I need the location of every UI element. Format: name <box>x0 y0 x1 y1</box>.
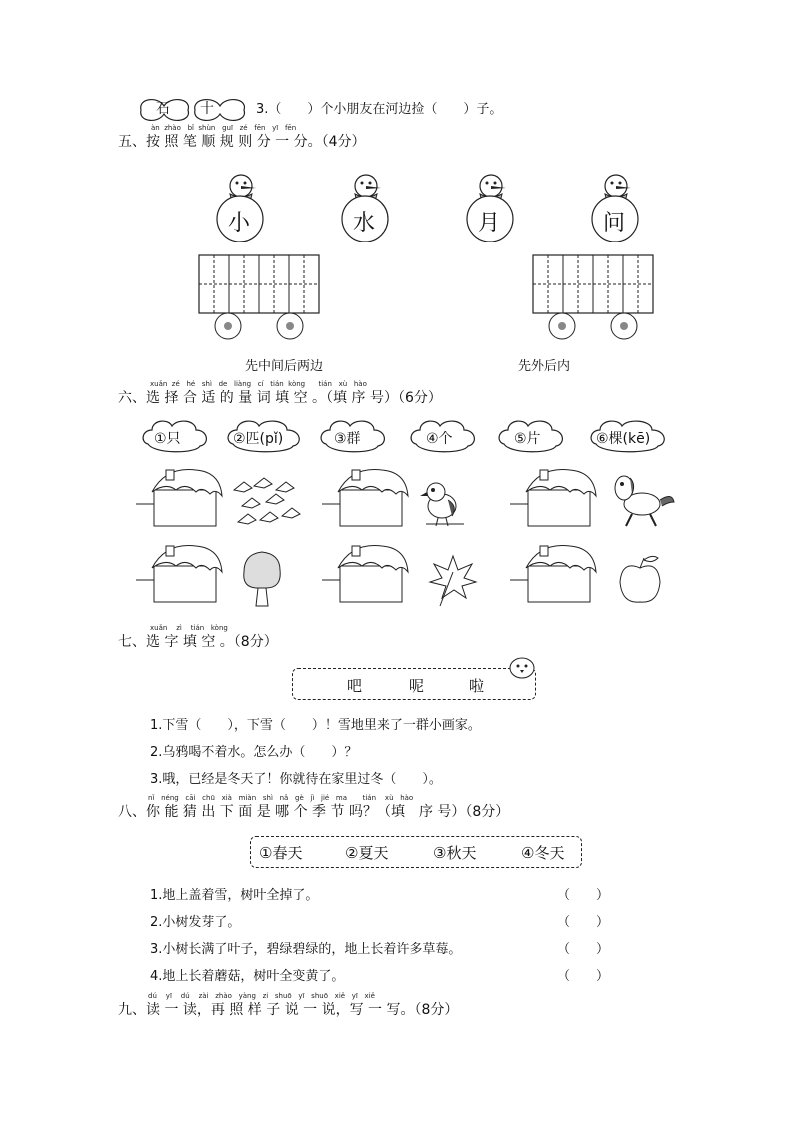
section8-sentence-2: 2.小树发芽了。 <box>150 915 241 930</box>
section9-pinyin: dú yī dú zài zhào yàng zi shuō yī shuō xiě yī xiě <box>148 992 375 1000</box>
picture-apple <box>618 554 662 606</box>
char-xiao: 小 <box>228 211 251 236</box>
char-shui: 水 <box>353 211 376 236</box>
cart-grid-icon <box>198 254 322 344</box>
section8-pinyin: nǐ néng cāi chū xià miàn shì nǎ gè jì jié ma tián xù hào <box>148 794 414 802</box>
picture-birds <box>230 476 302 532</box>
question-3: 3.（ ）个小朋友在河边捡（ ）子。 <box>256 102 503 117</box>
word-box <box>292 668 536 700</box>
house-icon <box>322 466 412 528</box>
snowman-char-4[interactable] <box>585 172 645 242</box>
cart-left-label: 先中间后两边 <box>245 359 324 374</box>
cart-right-label: 先外后内 <box>518 359 571 374</box>
section5-pinyin: àn zhào bǐ shùn guī zé fēn yī fēn <box>151 124 297 132</box>
word-la[interactable]: 啦 <box>469 677 485 695</box>
house-answer-6[interactable] <box>510 542 600 604</box>
option-cloud-4[interactable] <box>408 418 478 454</box>
answer-bracket-1[interactable]: （ ） <box>557 888 610 903</box>
option-cloud-3[interactable] <box>318 418 388 454</box>
section8-sentence-1: 1.地上盖着雪，树叶全掉了。 <box>150 888 319 903</box>
section8-title: 八、你 能 猜 出 下 面 是 哪 个 季 节 吗？（填 序 号）（8分） <box>118 804 510 820</box>
char-wen: 问 <box>603 211 626 236</box>
house-answer-4[interactable] <box>136 542 226 604</box>
house-answer-3[interactable] <box>510 466 600 528</box>
section6-pinyin: xuǎn zé hé shì de liàng cí tián kòng tián xù hào <box>150 380 367 388</box>
house-icon <box>322 542 412 604</box>
snowman-char-2[interactable] <box>335 172 395 242</box>
house-icon <box>136 466 226 528</box>
option-label-4: ④个 <box>426 431 453 447</box>
house-answer-5[interactable] <box>322 542 412 604</box>
apple-icon <box>618 554 662 606</box>
option-label-6: ⑥棵(kē) <box>596 431 651 447</box>
option-cloud-6[interactable] <box>588 418 668 454</box>
option-cloud-5[interactable] <box>496 418 566 454</box>
house-icon <box>510 466 600 528</box>
picture-leaf <box>428 552 478 608</box>
tree-icon <box>240 550 284 608</box>
option-cloud-1[interactable] <box>140 418 210 454</box>
top-flower-left <box>136 96 196 124</box>
house-answer-1[interactable] <box>136 466 226 528</box>
picture-bird <box>418 478 468 528</box>
picture-tree <box>240 550 284 608</box>
flower-left-char: 石 <box>156 101 170 117</box>
section9-title: 九、读 一 读，再 照 样 子 说 一 说，写 一 写。（8分） <box>118 1002 459 1018</box>
cart-left[interactable] <box>198 254 322 344</box>
word-ne[interactable]: 呢 <box>409 677 425 695</box>
cart-grid-icon <box>532 254 656 344</box>
char-yue: 月 <box>478 211 501 236</box>
chick-icon <box>508 654 536 680</box>
section7-sentence-2: 2.乌鸦喝不着水。怎么办（ ）？ <box>150 745 358 760</box>
section8-sentence-4: 4.地上长着蘑菇，树叶全变黄了。 <box>150 969 345 984</box>
flower-right-char: 十 <box>200 101 214 117</box>
season-winter[interactable]: ④冬天 <box>521 844 565 862</box>
bird-icon <box>418 478 468 528</box>
leaf-icon <box>428 552 478 608</box>
answer-bracket-3[interactable]: （ ） <box>557 942 610 957</box>
cart-right[interactable] <box>532 254 656 344</box>
chick-decoration <box>508 654 536 680</box>
option-cloud-2[interactable] <box>225 418 303 454</box>
section8-sentence-3: 3.小树长满了叶子，碧绿碧绿的，地上长着许多草莓。 <box>150 942 462 957</box>
word-ba[interactable]: 吧 <box>347 677 363 695</box>
option-label-5: ⑤片 <box>514 431 541 447</box>
picture-horse <box>606 472 676 530</box>
horse-icon <box>606 472 676 530</box>
season-autumn[interactable]: ③秋天 <box>433 844 477 862</box>
section7-title: 七、选 字 填 空 。（8分） <box>118 634 278 650</box>
season-box <box>250 836 582 868</box>
house-icon <box>136 542 226 604</box>
section7-sentence-3: 3.哦，已经是冬天了！你就待在家里过冬（ ）。 <box>150 772 442 787</box>
snowman-char-3[interactable] <box>460 172 520 242</box>
house-answer-2[interactable] <box>322 466 412 528</box>
birds-flock-icon <box>230 476 302 532</box>
top-flower-right <box>190 96 252 124</box>
snowman-char-1[interactable] <box>210 172 270 242</box>
house-icon <box>510 542 600 604</box>
option-label-1: ①只 <box>154 431 181 447</box>
option-label-2: ②匹(pǐ) <box>233 431 284 447</box>
section5-title: 五、按 照 笔 顺 规 则 分 一 分。（4分） <box>118 134 366 150</box>
option-label-3: ③群 <box>334 431 361 447</box>
section7-sentence-1: 1.下雪（ ），下雪（ ）！雪地里来了一群小画家。 <box>150 718 481 733</box>
answer-bracket-2[interactable]: （ ） <box>557 915 610 930</box>
season-summer[interactable]: ②夏天 <box>345 844 389 862</box>
section6-title: 六、选 择 合 适 的 量 词 填 空 。（填 序 号）（6分） <box>118 390 442 406</box>
season-spring[interactable]: ①春天 <box>259 844 303 862</box>
answer-bracket-4[interactable]: （ ） <box>557 969 610 984</box>
section7-pinyin: xuǎn zì tián kòng <box>150 624 228 632</box>
